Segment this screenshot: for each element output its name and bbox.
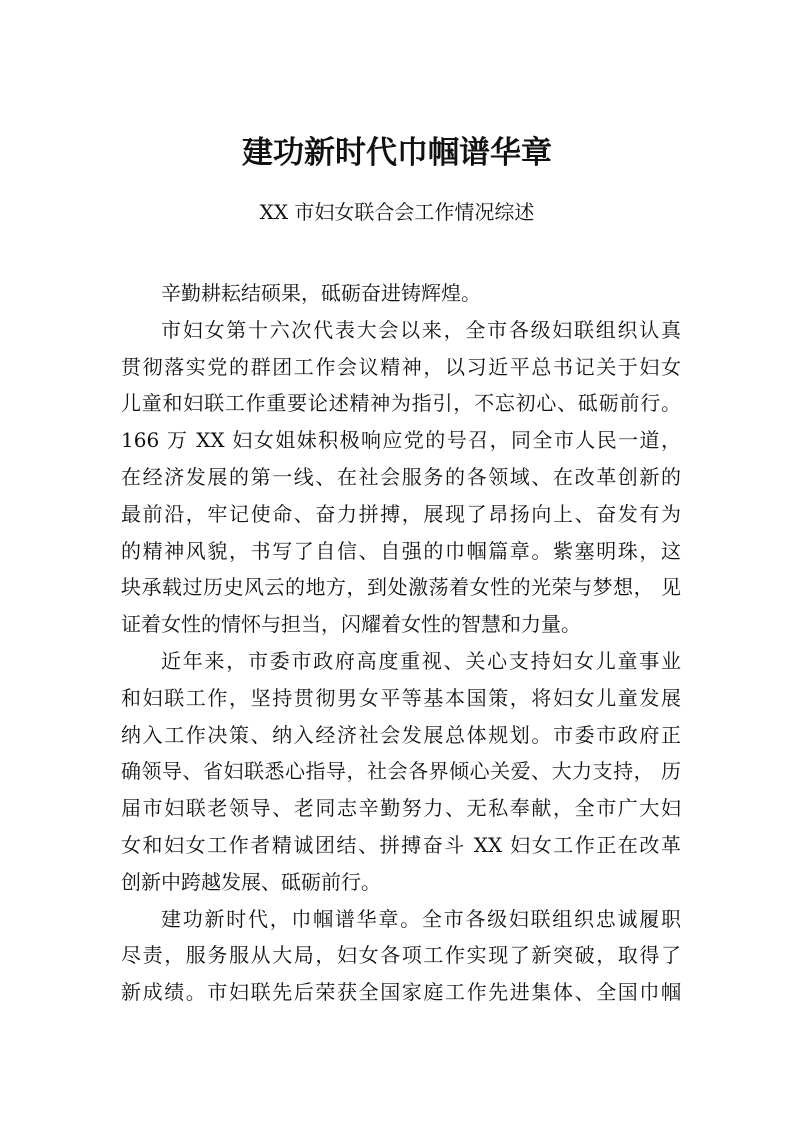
text-line: 建功新时代，巾帼谱华章。全市各级妇联组织忠诚履职 <box>161 906 681 931</box>
text-line: 最前沿，牢记使命、奋力拼搏，展现了昂扬向上、奋发有为 <box>121 501 681 526</box>
paragraph-2 <box>121 312 681 643</box>
text-line: 证着女性的情怀与担当，闪耀着女性的智慧和力量。 <box>121 612 581 637</box>
paragraph-1 <box>121 275 681 312</box>
text-line: 尽责，服务服从大局，妇女各项工作实现了新突破，取得了 <box>121 943 681 968</box>
text-line: 块承载过历史风云的地方，到处激荡着女性的光荣与梦想， 见 <box>121 575 681 600</box>
text-line: 166 万 XX 妇女姐妹积极响应党的号召，同全市人民一道， <box>121 428 681 453</box>
text-line: 女和妇女工作者精诚团结、拼搏奋斗 XX 妇女工作正在改革 <box>121 832 681 857</box>
paragraph-3 <box>121 643 681 901</box>
document-subtitle: XX 市妇女联合会工作情况综述 <box>259 200 535 224</box>
text-line: 辛勤耕耘结硕果，砥砺奋进铸辉煌。 <box>161 281 481 305</box>
text-line: 的精神风貌，书写了自信、自强的巾帼篇章。紫塞明珠，这 <box>121 538 681 563</box>
text-line: 确领导、省妇联悉心指导，社会各界倾心关爱、大力支持， 历 <box>121 759 681 784</box>
text-line: 在经济发展的第一线、在社会服务的各领域、在改革创新的 <box>121 464 681 489</box>
paragraph-4 <box>121 901 681 1011</box>
text-line: 儿童和妇联工作重要论述精神为指引，不忘初心、砥砺前行。 <box>121 391 681 416</box>
text-line: 近年来，市委市政府高度重视、关心支持妇女儿童事业 <box>161 648 681 673</box>
text-line: 和妇联工作，坚持贯彻男女平等基本国策，将妇女儿童发展 <box>121 685 681 710</box>
document-title: 建功新时代巾帼谱华章 <box>242 135 552 171</box>
text-line: 届市妇联老领导、老同志辛勤努力、无私奉献，全市广大妇 <box>121 796 681 821</box>
text-line: 纳入工作决策、纳入经济社会发展总体规划。市委市政府正 <box>121 722 681 747</box>
document-body <box>121 275 681 1011</box>
text-line: 贯彻落实党的群团工作会议精神，以习近平总书记关于妇女 <box>121 354 681 379</box>
text-line: 新成绩。市妇联先后荣获全国家庭工作先进集体、全国巾帼 <box>121 980 681 1005</box>
text-line: 市妇女第十六次代表大会以来，全市各级妇联组织认真 <box>161 317 681 342</box>
text-line: 创新中跨越发展、砥砺前行。 <box>121 869 381 894</box>
